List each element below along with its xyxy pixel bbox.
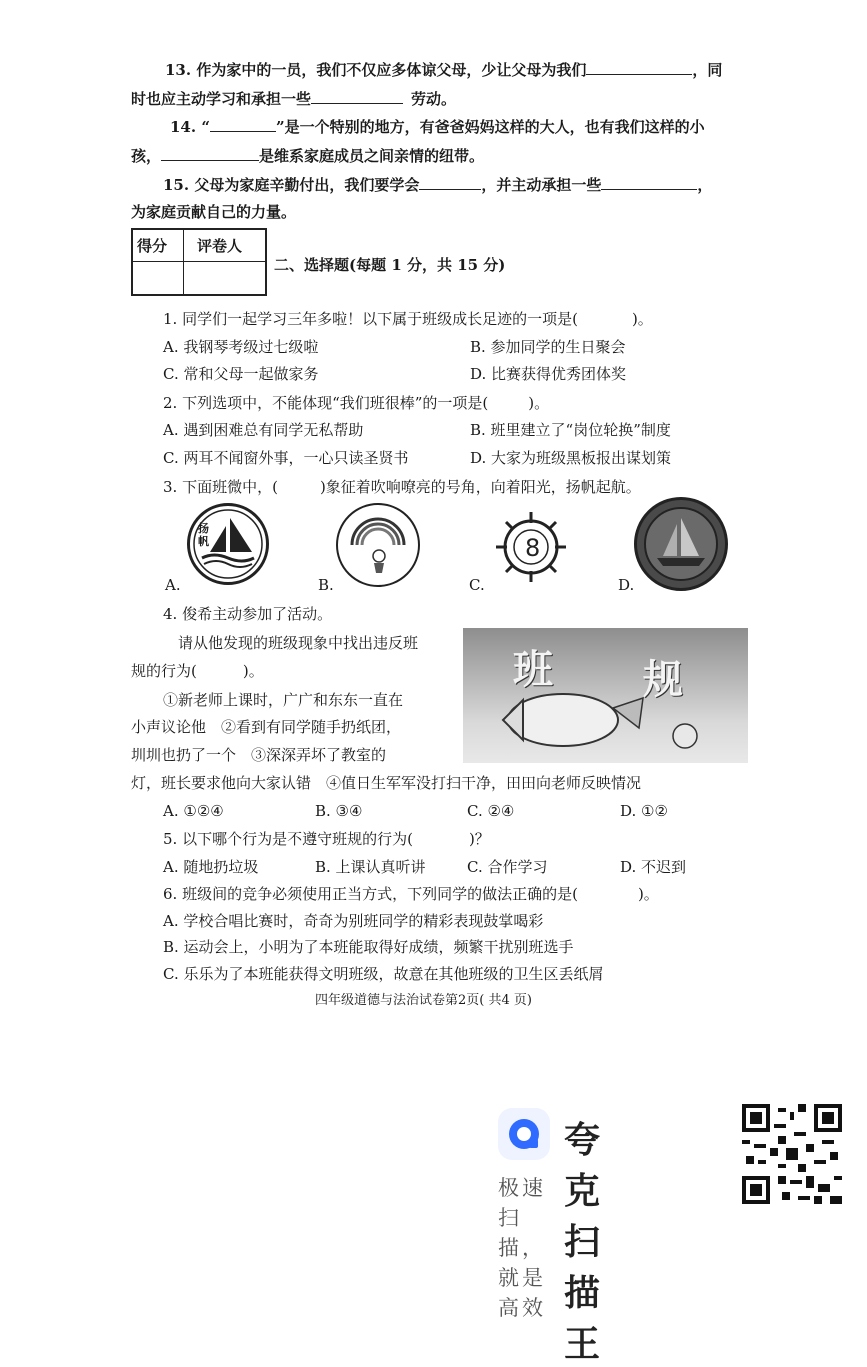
q6-stem-a: 6. 班级间的竞争必须使用正当方式，下列同学的做法正确的是( — [163, 885, 578, 903]
q15-text-d: 为家庭贡献自己的力量。 — [131, 203, 297, 221]
q13-blank-1[interactable] — [586, 58, 692, 75]
brand-name: 夸克扫描王 — [564, 1120, 602, 1365]
qr-code-icon[interactable] — [742, 1104, 842, 1204]
badge-a-sailboat-icon[interactable] — [187, 503, 269, 585]
q1-stem-a: 1. 同学们一起学习三年多啦！以下属于班级成长足迹的一项是( — [163, 310, 578, 328]
q4-option-a[interactable]: A. ①②④ — [163, 802, 224, 820]
q5-option-c[interactable]: C. 合作学习 — [467, 858, 548, 876]
ship-icon — [637, 500, 725, 588]
q14-blank-2[interactable] — [161, 144, 259, 161]
q13-line1 — [165, 58, 722, 81]
q6-option-c[interactable]: C. 乐乐为了本班能获得文明班级，故意在其他班级的卫生区丢纸屑 — [163, 965, 604, 983]
q13-blank-2[interactable] — [311, 87, 403, 104]
score-table — [131, 228, 267, 296]
q5-stem-b: )？ — [468, 830, 490, 848]
q1-option-c[interactable]: C. 常和父母一起做家务 — [163, 365, 319, 383]
class-rules-poster — [463, 628, 748, 763]
q4-line5: 圳圳也扔了一个 ③深深弄坏了教室的 — [131, 746, 387, 764]
q4-line6: 灯，班长要求他向大家认错 ④值日生军军没打扫干净，田田向老师反映情况 — [131, 774, 642, 792]
badge-b-rainbow-icon[interactable] — [336, 503, 420, 587]
q2-option-c[interactable]: C. 两耳不闻窗外事，一心只读圣贤书 — [163, 449, 409, 467]
q14-text-a: 14. “ — [170, 118, 210, 136]
q15-text-a: 15. 父母为家庭辛勤付出，我们要学会 — [163, 176, 420, 194]
q4-option-d[interactable]: D. ①② — [620, 802, 668, 820]
q15-line1 — [163, 173, 712, 196]
brand-slogan: 极速扫描，就是高效 — [498, 1176, 546, 1320]
brand-logo-icon — [498, 1108, 550, 1160]
section-title: 二、选择题(每题 1 分，共 15 分) — [274, 256, 506, 274]
q1-option-a[interactable]: A. 我钢琴考级过七级啦 — [163, 338, 319, 356]
q2-stem — [163, 392, 549, 414]
q1-option-d[interactable]: D. 比赛获得优秀团体奖 — [470, 365, 627, 383]
q1-stem — [163, 308, 653, 330]
q2-stem-a: 2. 下列选项中，不能体现“我们班很棒”的一项是( — [163, 394, 489, 412]
q2-stem-b: )。 — [528, 394, 550, 412]
badge-d-ship-icon[interactable] — [634, 497, 728, 591]
q13-text-b: ，同 — [692, 61, 723, 79]
q4-option-b[interactable]: B. ③④ — [315, 802, 363, 820]
q5-option-d[interactable]: D. 不迟到 — [620, 858, 687, 876]
q3-stem-a: 3. 下面班微中，( — [163, 478, 278, 496]
rainbow-icon — [338, 505, 417, 584]
q3-option-b[interactable]: B. — [318, 576, 334, 594]
svg-text:8: 8 — [525, 534, 541, 562]
q6-option-b[interactable]: B. 运动会上，小明为了本班能取得好成绩，频繁干扰别班选手 — [163, 938, 574, 956]
ship-wheel-icon — [494, 510, 568, 584]
reviewer-header: 评卷人 — [197, 237, 243, 255]
badge-a-text: 扬帆 — [198, 522, 209, 548]
q13-text-a: 13. 作为家中的一员，我们不仅应多体谅父母，少让父母为我们 — [165, 61, 587, 79]
q1-stem-b: )。 — [631, 310, 653, 328]
q3-option-d[interactable]: D. — [618, 576, 635, 594]
q4-line2-a: 规的行为( — [131, 662, 197, 680]
q3-option-c[interactable]: C. — [469, 576, 485, 594]
q13-line2 — [131, 87, 456, 110]
q4-line1: 请从他发现的班级现象中找出违反班 — [178, 634, 419, 652]
page-footer: 四年级道德与法治试卷第2页( 共4 页) — [315, 993, 532, 1008]
q2-option-a[interactable]: A. 遇到困难总有同学无私帮助 — [163, 421, 364, 439]
q4-line2 — [131, 660, 264, 682]
q14-line2 — [131, 144, 484, 167]
pencil-character-icon — [463, 628, 748, 763]
q4-line4: 小声议论他 ②看到有同学随手扔纸团， — [131, 718, 402, 736]
q5-option-b[interactable]: B. 上课认真听讲 — [315, 858, 426, 876]
q13-text-d: 劳动。 — [411, 90, 457, 108]
score-table-divider-h — [133, 261, 265, 262]
q15-blank-2[interactable] — [601, 173, 697, 190]
q14-line1 — [170, 115, 705, 138]
q15-text-b: ，并主动承担一些 — [481, 176, 602, 194]
q3-option-a[interactable]: A. — [165, 576, 181, 594]
q6-stem-b: )。 — [637, 885, 659, 903]
badge-c-ship-wheel-icon[interactable] — [494, 510, 568, 584]
q14-text-b: ”是一个特别的地方，有爸爸妈妈这样的大人，也有我们这样的小 — [275, 118, 705, 136]
q4-option-c[interactable]: C. ②④ — [467, 802, 515, 820]
q5-stem-a: 5. 以下哪个行为是不遵守班规的行为( — [163, 830, 413, 848]
q6-option-a[interactable]: A. 学校合唱比赛时，奇奇为别班同学的精彩表现鼓掌喝彩 — [163, 912, 544, 930]
q14-blank-1[interactable] — [210, 115, 276, 132]
q4-line2-b: )。 — [242, 662, 264, 680]
q15-text-c: ， — [697, 176, 713, 194]
poster-char-2: 规 — [643, 657, 683, 703]
q13-text-c: 时也应主动学习和承担一些 — [131, 90, 312, 108]
q2-option-d[interactable]: D. 大家为班级黑板报出谋划策 — [470, 449, 672, 467]
score-header: 得分 — [137, 237, 168, 255]
q4-stem: 4. 俊希主动参加了活动。 — [163, 605, 333, 623]
q3-stem — [163, 476, 641, 498]
score-table-divider-v — [183, 230, 184, 294]
q2-option-b[interactable]: B. 班里建立了“岗位轮换”制度 — [470, 421, 671, 439]
q5-stem — [163, 828, 490, 850]
q4-line3: ①新老师上课时，广广和东东一直在 — [163, 691, 404, 709]
q15-blank-1[interactable] — [419, 173, 481, 190]
poster-char-1: 班 — [513, 647, 553, 693]
q15-line2 — [131, 201, 296, 223]
q14-text-c: 孩， — [131, 147, 162, 165]
q5-option-a[interactable]: A. 随地扔垃圾 — [163, 858, 259, 876]
q1-option-b[interactable]: B. 参加同学的生日聚会 — [470, 338, 626, 356]
q3-stem-b: )象征着吹响嘹亮的号角，向着阳光，扬帆起航。 — [319, 478, 641, 496]
q14-text-d: 是维系家庭成员之间亲情的纽带。 — [259, 147, 485, 165]
q6-stem — [163, 883, 659, 905]
